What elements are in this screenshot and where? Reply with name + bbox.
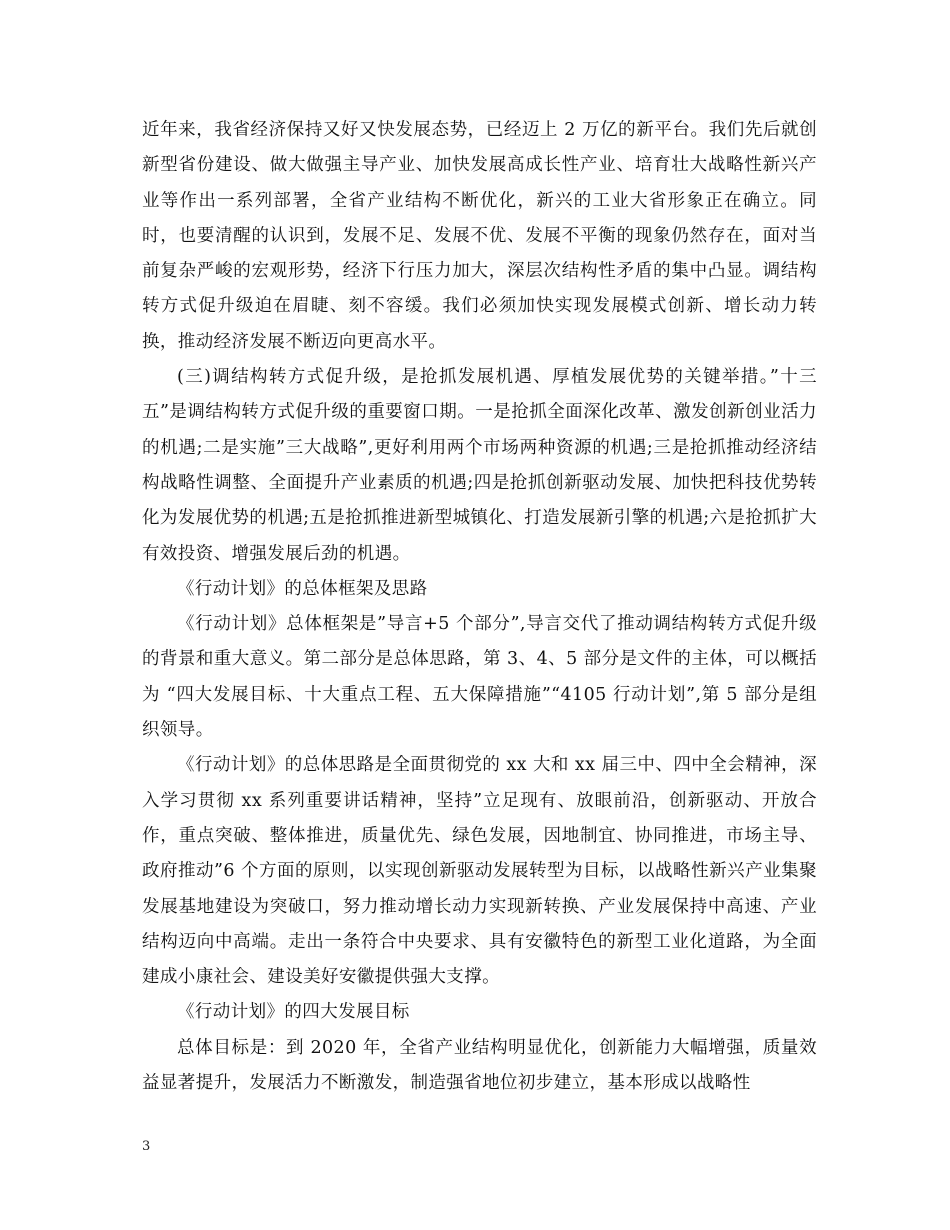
- paragraph-framework: 《行动计划》总体框架是”导言+5 个部分”,导言交代了推动调结构转方式促升级的背景和重大意义。第二部分是总体思路，第 3、4、5 部分是文件的主体，可以概括为 “四大发展目标、十大重点工程、五大保障措施”“4105 行动计划”,第 5 部分是组织领导。: [142, 614, 817, 741]
- page-number: 3: [142, 1139, 151, 1154]
- section-heading-goals: 《行动计划》的四大发展目标: [177, 1002, 410, 1023]
- paragraph-economy-overview: 近年来，我省经济保持又好又快发展态势，已经迈上 2 万亿的新平台。我们先后就创新型省份建设、做大做强主导产业、加快发展高成长性产业、培育壮大战略性新兴产业等作出一系列部署，全省产业结构不断优化，新兴的工业大省形象正在确立。同时，也要清醒的认识到，发展不足、发展不优、发展不平衡的现象仍然存在，面对当前复杂严峻的宏观形势，经济下行压力加大，深层次结构性矛盾的集中凸显。调结构转方式促升级迫在眉睫、刻不容缓。我们必须加快实现发展模式创新、增长动力转换，推动经济发展不断迈向更高水平。: [142, 120, 817, 352]
- document-body: [142, 113, 817, 1101]
- paragraph-key-measures: (三)调结构转方式促升级，是抢抓发展机遇、厚植发展优势的关键举措。”十三五”是调结构转方式促升级的重要窗口期。一是抢抓全面深化改革、激发创新创业活力的机遇;二是实施”三大战略”,更好利用两个市场两种资源的机遇;三是抢抓推动经济结构战略性调整、全面提升产业素质的机遇;四是抢抓创新驱动发展、加快把科技优势转化为发展优势的机遇;五是抢抓推进新型城镇化、打造发展新引擎的机遇;六是抢抓扩大有效投资、增强发展后劲的机遇。: [142, 367, 817, 564]
- paragraph-overall-goal: 总体目标是：到 2020 年，全省产业结构明显优化，创新能力大幅增强，质量效益显著提升，发展活力不断激发，制造强省地位初步建立，基本形成以战略性: [142, 1037, 817, 1094]
- section-heading-framework: 《行动计划》的总体框架及思路: [177, 578, 428, 599]
- paragraph-overall-approach: 《行动计划》的总体思路是全面贯彻党的 xx 大和 xx 届三中、四中全会精神，深入学习贯彻 xx 系列重要讲话精神，坚持”立足现有、放眼前沿，创新驱动、开放合作，重点突破、整体推进，质量优先、绿色发展，因地制宜、协同推进，市场主导、政府推动”6 个方面的原则，以实现创新驱动发展转型为目标，以战略性新兴产业集聚发展基地建设为突破口，努力推动增长动力实现新转换、产业发展保持中高速、产业结构迈向中高端。走出一条符合中央要求、具有安徽特色的新型工业化道路，为全面建成小康社会、建设美好安徽提供强大支撑。: [142, 755, 817, 988]
